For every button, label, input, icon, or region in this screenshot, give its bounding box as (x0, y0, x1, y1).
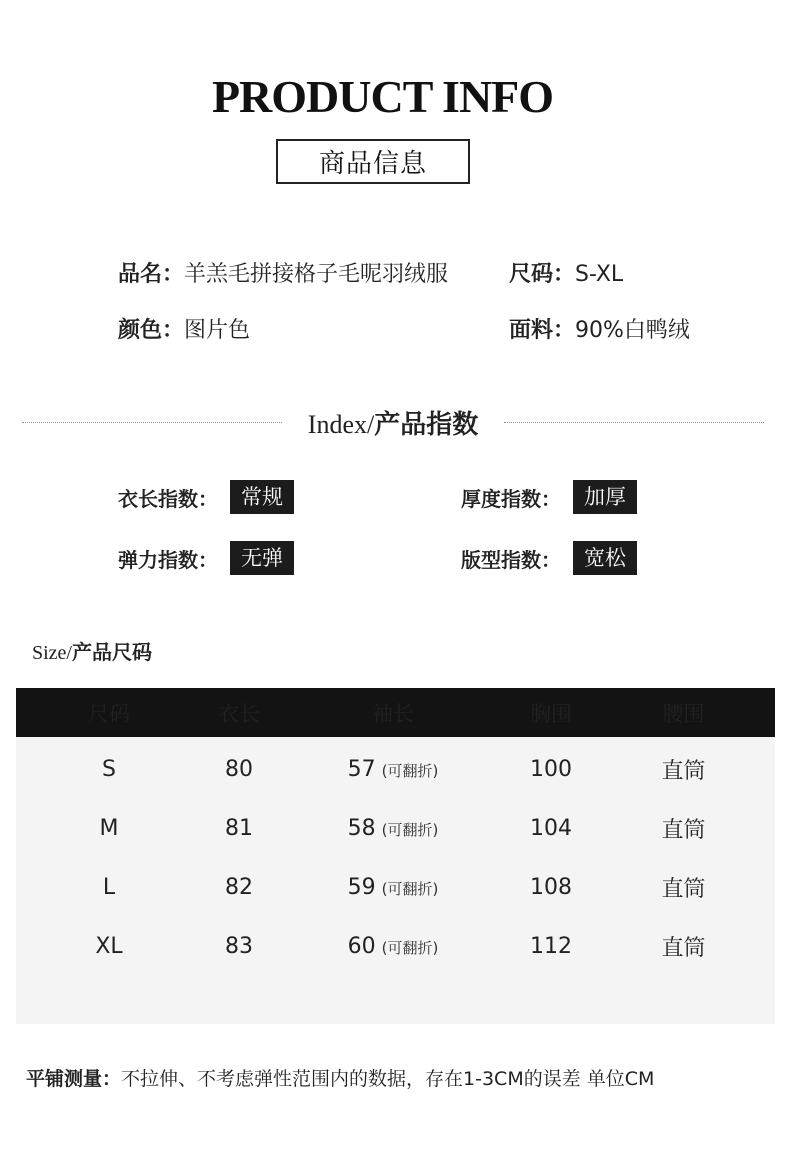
measurement-note (26, 1064, 654, 1091)
header-waist: 腰围 (662, 701, 705, 726)
cell-sleeve (276, 934, 510, 959)
color-value: 图片色 (184, 318, 251, 343)
cell-size: M (99, 816, 119, 841)
header-sleeve: 袖长 (372, 701, 414, 726)
elasticity-index-value: 无弹 (230, 541, 294, 575)
fabric-label: 面料： (509, 318, 576, 343)
thickness-index-value: 加厚 (573, 480, 637, 514)
cell-length: 81 (225, 816, 253, 841)
sleeve-note: (可翻折) (381, 880, 439, 898)
header-length: 衣长 (218, 701, 260, 726)
cell-length: 82 (225, 875, 253, 900)
page-title: PRODUCT INFO (211, 71, 554, 122)
measurement-note-text: 不拉伸、不考虑弹性范围内的数据，存在1-3CM的误差 单位CM (121, 1068, 655, 1090)
size-table-header (16, 688, 775, 737)
size-table (16, 688, 775, 1024)
size-range-field (509, 257, 623, 288)
sleeve-note: (可翻折) (381, 762, 439, 780)
size-title-zh: 产品尺码 (72, 640, 152, 664)
table-row (16, 858, 775, 917)
product-name-value: 羊羔毛拼接格子毛呢羽绒服 (184, 262, 449, 287)
sleeve-note: (可翻折) (381, 821, 439, 839)
index-title-en: Index/ (307, 409, 375, 439)
fabric-value: 90%白鸭绒 (575, 318, 690, 343)
length-index-value: 常规 (230, 480, 294, 514)
cell-sleeve (276, 875, 510, 900)
cell-size: L (102, 875, 116, 900)
dotted-line-left (22, 422, 282, 423)
fit-index-label: 版型指数： (461, 547, 561, 572)
dotted-line-right (504, 422, 764, 423)
fabric-field (509, 313, 690, 344)
sleeve-value: 60 (347, 934, 376, 959)
header-size: 尺码 (88, 701, 130, 726)
length-index (118, 480, 294, 514)
cell-sleeve (276, 757, 510, 782)
cell-waist: 直筒 (661, 877, 706, 902)
size-table-body (16, 737, 775, 976)
table-row (16, 799, 775, 858)
size-range-label: 尺码： (509, 262, 576, 287)
index-section-divider (22, 400, 764, 444)
product-name-label: 品名： (118, 262, 185, 287)
cell-length: 83 (225, 934, 253, 959)
cell-chest: 108 (530, 875, 572, 900)
cell-waist: 直筒 (661, 759, 706, 784)
index-section-title (282, 404, 504, 441)
sleeve-value: 58 (347, 816, 376, 841)
sleeve-value: 57 (347, 757, 376, 782)
table-row (16, 917, 775, 976)
cell-size: XL (95, 934, 123, 959)
size-title-en: Size/ (32, 642, 72, 664)
size-section-title (32, 636, 152, 665)
header-chest: 胸围 (530, 701, 572, 726)
page-subtitle-box: 商品信息 (276, 139, 470, 184)
cell-waist: 直筒 (661, 936, 706, 961)
thickness-index (461, 480, 637, 514)
thickness-index-label: 厚度指数： (461, 486, 561, 511)
cell-sleeve (276, 816, 510, 841)
elasticity-index-label: 弹力指数： (118, 547, 218, 572)
sleeve-note: (可翻折) (381, 939, 439, 957)
table-row (16, 740, 775, 799)
cell-length: 80 (225, 757, 253, 782)
product-name-field (118, 257, 448, 288)
cell-size: S (102, 757, 116, 782)
length-index-label: 衣长指数： (118, 486, 218, 511)
elasticity-index (118, 541, 294, 575)
fit-index (461, 541, 637, 575)
index-title-zh: 产品指数 (374, 409, 479, 440)
sleeve-value: 59 (347, 875, 376, 900)
cell-chest: 112 (530, 934, 572, 959)
color-field (118, 313, 250, 344)
size-range-value: S-XL (575, 262, 624, 287)
color-label: 颜色： (118, 318, 185, 343)
cell-chest: 104 (530, 816, 572, 841)
fit-index-value: 宽松 (573, 541, 637, 575)
cell-waist: 直筒 (661, 818, 706, 843)
measurement-note-label: 平铺测量： (26, 1068, 122, 1090)
cell-chest: 100 (530, 757, 572, 782)
